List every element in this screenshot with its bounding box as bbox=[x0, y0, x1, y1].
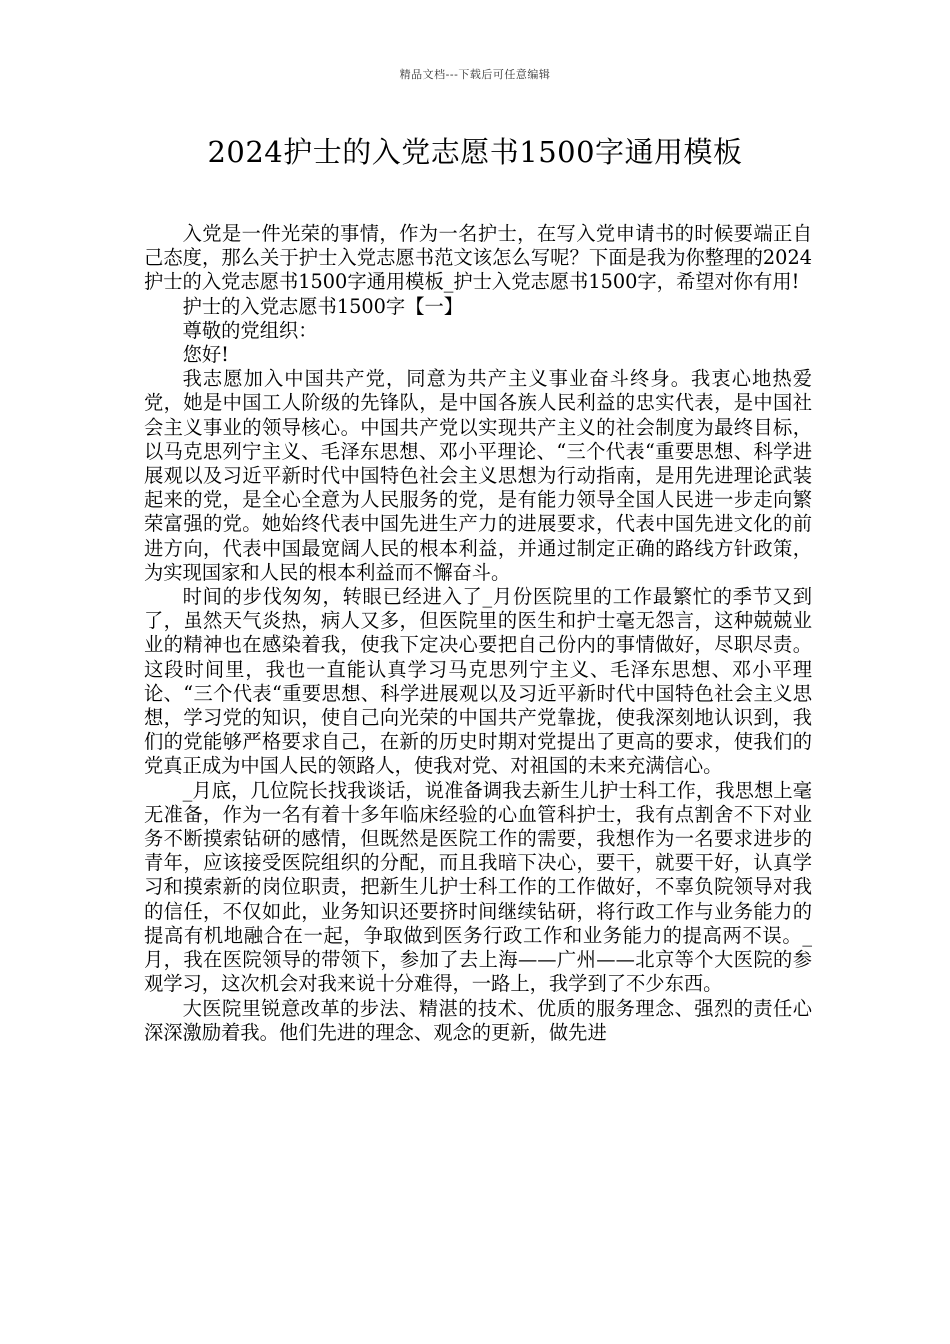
body-paragraph: 我志愿加入中国共产党，同意为共产主义事业奋斗终身。我衷心地热爱党，她是中国工人阶级的先锋队，是中国各族人民利益的忠实代表，是中国社会主义事业的领导核心。中国共产党以实现共产主义的社会制度为最终目标，以马克思列宁主义、毛泽东思想、邓小平理论、“三个代表“重要思想、科学进展观以及习近平新时代中国特色社会主义思想为行动指南，是用先进理论武装起来的党，是全心全意为人民服务的党，是有能力领导全国人民进一步走向繁荣富强的党。她始终代表中国先进生产力的进展要求，代表中国先进文化的前进方向，代表中国最宽阔人民的根本利益，并通过制定正确的路线方针政策，为实现国家和人民的根本利益而不懈奋斗。 bbox=[144, 367, 812, 584]
salutation: 尊敬的党组织： bbox=[182, 318, 318, 342]
document-title: 2024护士的入党志愿书1500字通用模板 bbox=[207, 135, 743, 169]
body-paragraph: _月底，几位院长找我谈话，说准备调我去新生儿护士科工作，我思想上毫无准备，作为一名有着十多年临床经验的心血管科护士，我有点割舍不下对业务不断摸索钻研的感情，但既然是医院工作的需要，我想作为一名要求进步的青年，应该接受医院组织的分配，而且我暗下决心，要干，就要干好，认真学习和摸索新的岗位职责，把新生儿护士科工作的工作做好，不辜负院领导对我的信任，不仅如此，业务知识还要挤时间继续钻研，将行政工作与业务能力的提高有机地融合在一起，争取做到医务行政工作和业务能力的提高两不误。_月，我在医院领导的带领下，参加了去上海——广州——北京等个大医院的参观学习，这次机会对我来说十分难得，一路上，我学到了不少东西。 bbox=[144, 778, 812, 996]
section-heading: 护士的入党志愿书1500字【一】 bbox=[182, 294, 464, 318]
header-note: 精品文档---下载后可任意编辑 bbox=[399, 68, 551, 81]
body-paragraph: 大医院里锐意改革的步法、精湛的技术、优质的服务理念、强烈的责任心深深激励着我。他们先进的理念、观念的更新，做先进 bbox=[144, 996, 812, 1044]
body-paragraph: 时间的步伐匆匆，转眼已经进入了_月份医院里的工作最繁忙的季节又到了，虽然天气炎热，病人又多，但医院里的医生和护士毫无怨言，这种兢兢业业的精神也在感染着我，使我下定决心要把自己份内的事情做好，尽职尽责。这段时间里，我也一直能认真学习马克思列宁主义、毛泽东思想、邓小平理论、“三个代表“重要思想、科学进展观以及习近平新时代中国特色社会主义思想，学习党的知识，使自己向光荣的中国共产党靠拢，使我深刻地认识到，我们的党能够严格要求自己，在新的历史时期对党提出了更高的要求，使我们的党真正成为中国人民的领路人，使我对党、对祖国的未来充满信心。 bbox=[144, 585, 812, 778]
document-body bbox=[144, 222, 812, 1045]
greeting: 您好! bbox=[182, 343, 229, 367]
intro-paragraph: 入党是一件光荣的事情，作为一名护士，在写入党申请书的时候要端正自己态度，那么关于护士入党志愿书范文该怎么写呢？下面是我为你整理的2024护士的入党志愿书1500字通用模板_护士入党志愿书1500字，希望对你有用! bbox=[144, 222, 812, 294]
